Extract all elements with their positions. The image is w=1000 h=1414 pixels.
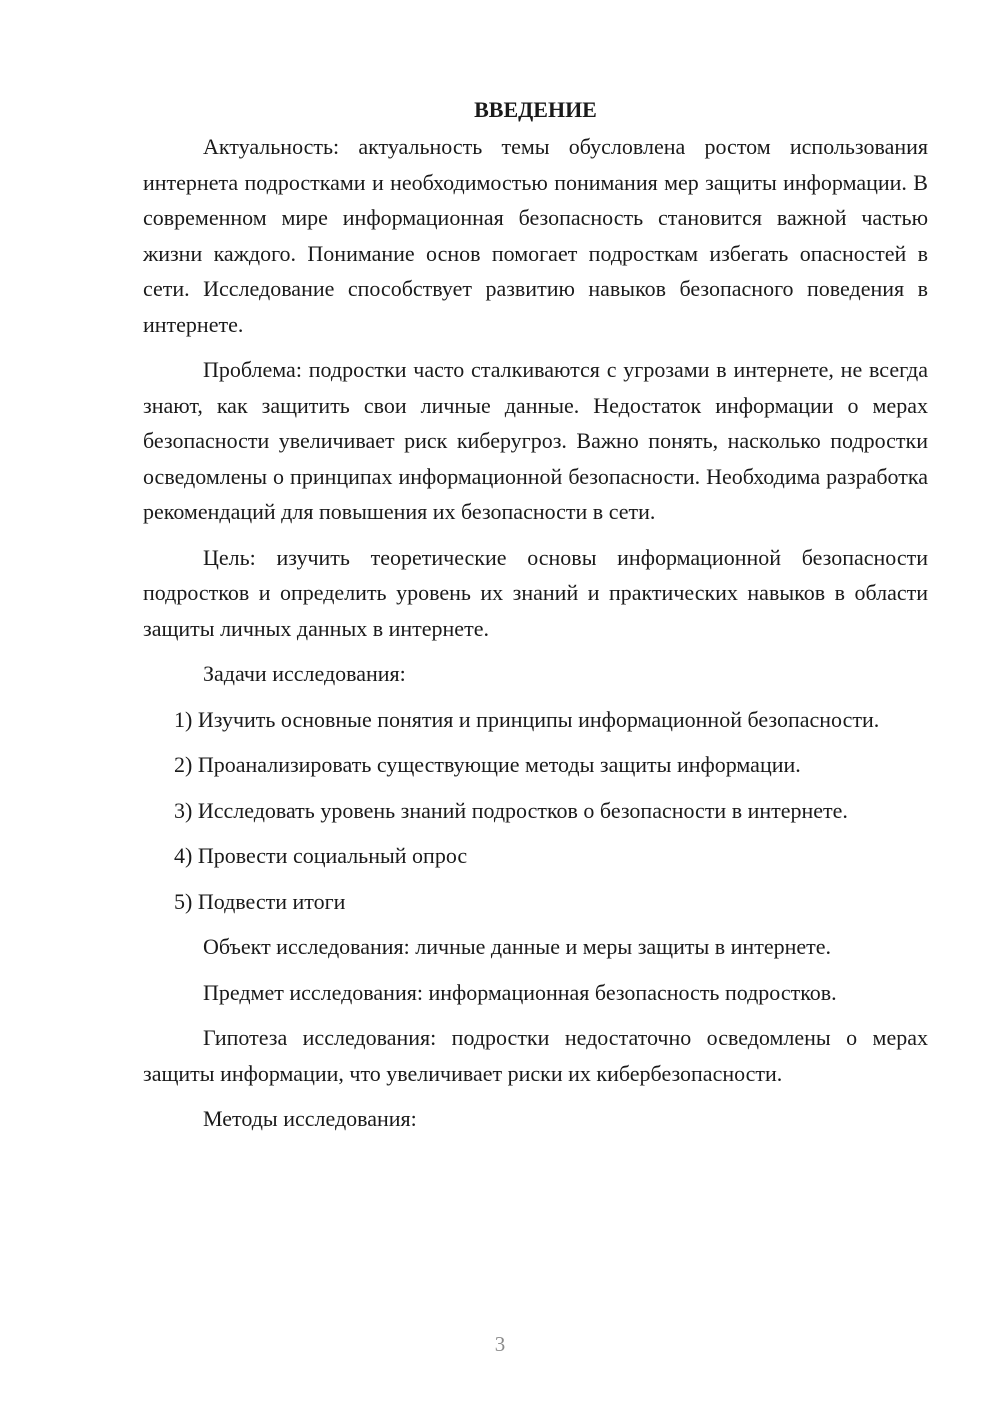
relevance-paragraph: Актуальность: актуальность темы обусловлена ростом использования интернета подростками и необходимостью понимания мер защиты информации. В современном мире информационная безопасность становится важной частью жизни каждого. Понимание основ помогает подросткам избегать опасностей в сети. Исследование способствует развитию навыков безопасного поведения в интернете. — [143, 134, 928, 337]
problem-paragraph: Проблема: подростки часто сталкиваются с угрозами в интернете, не всегда знают, как защитить свои личные данные. Недостаток информации о мерах безопасности увеличивает риск киберугроз. Важно понять, насколько подростки осведомлены о принципах информационной безопасности. Необходима разработка рекомендаций для повышения их безопасности в сети. — [143, 357, 928, 524]
document-heading: ВВЕДЕНИЕ — [474, 97, 597, 122]
tasks-title: Задачи исследования: — [203, 661, 406, 686]
goal-paragraph: Цель: изучить теоретические основы информационной безопасности подростков и определить уровень их знаний и практических навыков в области защиты личных данных в интернете. — [143, 544, 928, 641]
page-number: 3 — [494, 1332, 506, 1356]
document-body — [143, 92, 928, 1147]
subject-paragraph: Предмет исследования: информационная безопасность подростков. — [203, 979, 837, 1005]
object-paragraph: Объект исследования: личные данные и меры защиты в интернете. — [203, 934, 831, 959]
task-item: 1) Изучить основные понятия и принципы информационной безопасности. — [174, 706, 880, 732]
task-item: 3) Исследовать уровень знаний подростков о безопасности в интернете. — [174, 797, 848, 823]
task-item: 4) Провести социальный опрос — [174, 843, 468, 868]
methods-title: Методы исследования: — [203, 1106, 417, 1131]
task-item: 2) Проанализировать существующие методы защиты информации. — [174, 752, 801, 777]
hypothesis-paragraph: Гипотеза исследования: подростки недостаточно осведомлены о мерах защиты информации, что увеличивает риски их кибербезопасности. — [143, 1025, 928, 1086]
task-item: 5) Подвести итоги — [174, 888, 346, 914]
